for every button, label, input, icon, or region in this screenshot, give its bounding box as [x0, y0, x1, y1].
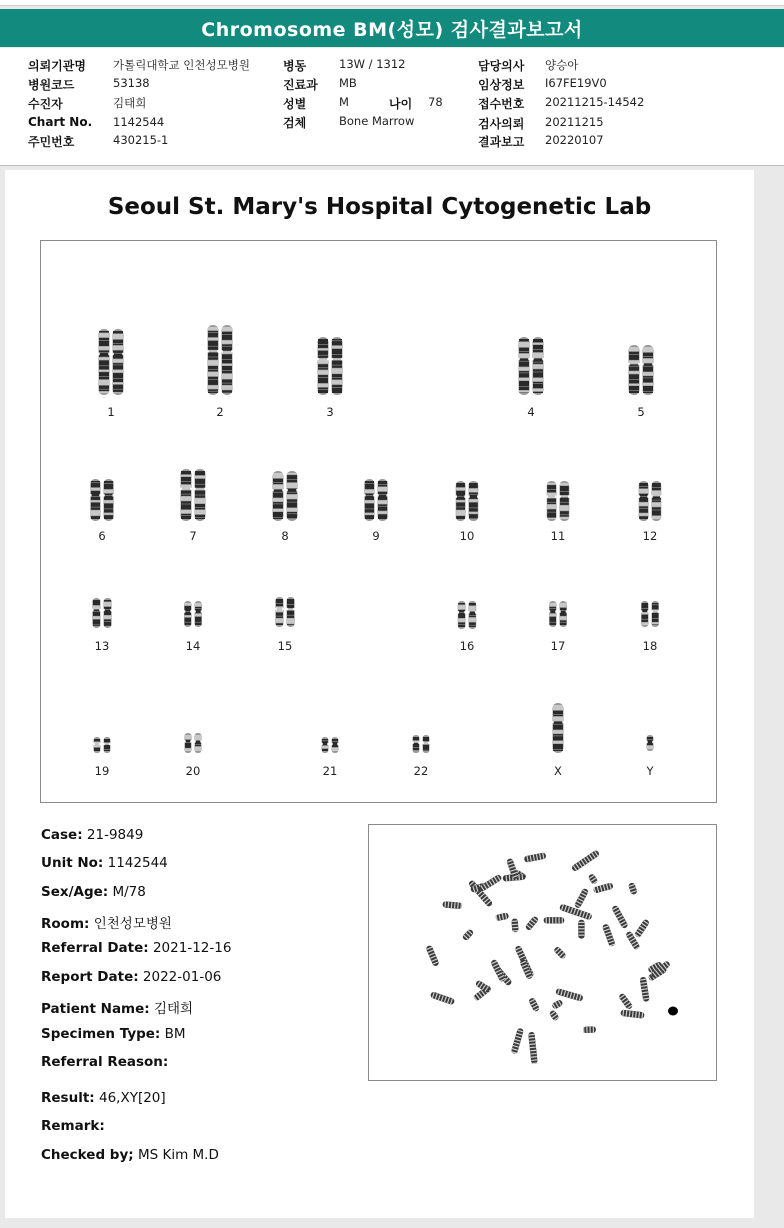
chromosome-3 [310, 337, 350, 419]
patient-value: 김태희 [113, 96, 147, 110]
chromosome-label: 15 [277, 639, 293, 653]
chromosome-label: 4 [527, 405, 535, 419]
chromosome-pair-icon [91, 329, 131, 395]
chromosome-label: 9 [372, 529, 380, 543]
clinical-info-label: 임상정보 [478, 78, 525, 92]
chromosome-label: 21 [322, 764, 338, 778]
karyotype-panel [40, 240, 717, 803]
case-line-label: Result: [41, 1090, 95, 1106]
chromosome-pair-icon [82, 479, 122, 521]
chromosome-pair-icon [265, 597, 305, 627]
chromosome-pair-icon [82, 737, 122, 753]
metaphase-image [368, 824, 717, 1081]
resident-no-value: 430215-1 [113, 133, 169, 147]
chromosome-21 [310, 737, 350, 778]
case-line [41, 1147, 219, 1163]
chromosome-pair-icon [621, 345, 661, 395]
chromosome-22 [401, 735, 441, 778]
receipt-no-label: 접수번호 [478, 97, 525, 111]
chromosome-label: 18 [642, 639, 658, 653]
chromosome-label: 22 [413, 764, 429, 778]
chromosome-16 [447, 601, 487, 653]
chromosome-pair-icon [200, 325, 240, 395]
request-date-label: 검사의뢰 [478, 117, 525, 131]
request-date-value: 20211215 [545, 115, 604, 129]
case-line [41, 1026, 186, 1042]
report-banner [0, 9, 784, 47]
case-line-value: 김태희 [149, 1001, 194, 1017]
chromosome-4 [511, 337, 551, 419]
chromosome-pair-icon [538, 703, 578, 753]
case-line [41, 1090, 166, 1106]
resident-no-label: 주민번호 [28, 135, 75, 149]
case-line [41, 997, 193, 1017]
chromosome-pair-icon [538, 601, 578, 627]
chromosome-pair-icon [310, 337, 350, 395]
specimen-value: Bone Marrow [339, 114, 415, 128]
chromosome-pair-icon [538, 481, 578, 521]
receipt-no-value: 20211215-14542 [545, 95, 645, 109]
chromosome-2 [200, 325, 240, 419]
case-line-label: Referral Date: [41, 940, 149, 956]
chromosome-pair-icon [173, 469, 213, 521]
case-line-label: Report Date: [41, 969, 139, 985]
chromosome-pair-icon [173, 733, 213, 753]
case-line-label: Specimen Type: [41, 1026, 161, 1042]
case-line-label: Checked by; [41, 1147, 134, 1163]
chromosome-pair-icon [447, 601, 487, 629]
chromosome-label: 1 [107, 405, 115, 419]
top-edge [0, 0, 784, 6]
chromosome-label: 5 [637, 405, 645, 419]
chromosome-19 [82, 737, 122, 778]
chromosome-18 [630, 601, 670, 653]
doctor-value: 양승아 [545, 58, 579, 72]
chart-no-label: Chart No. [28, 115, 93, 129]
case-line-label: Patient Name: [41, 1001, 150, 1017]
case-line-label: Room: [41, 916, 90, 932]
case-line [41, 912, 172, 932]
case-line-label: Sex/Age: [41, 884, 109, 900]
case-line-label: Unit No: [41, 855, 104, 871]
chromosome-1 [91, 329, 131, 419]
chromosome-label: 6 [98, 529, 106, 543]
chromosome-17 [538, 601, 578, 653]
chromosome-15 [265, 597, 305, 653]
chromosome-6 [82, 479, 122, 543]
case-line-value: BM [160, 1026, 186, 1042]
lab-title: Seoul St. Mary's Hospital Cytogenetic Lab [107, 194, 652, 220]
chromosome-label: 12 [642, 529, 658, 543]
age-label: 나이 [389, 97, 413, 111]
chromosome-label: 3 [326, 405, 334, 419]
chromosome-label: 19 [94, 764, 110, 778]
chart-no-value: 1142544 [113, 115, 165, 129]
specimen-label: 검체 [283, 116, 307, 130]
chromosome-7 [173, 469, 213, 543]
chromosome-11 [538, 481, 578, 543]
chromosome-label: 7 [189, 529, 197, 543]
case-line-label: Remark: [41, 1118, 105, 1134]
sex-value: M [339, 95, 349, 109]
chromosome-pair-icon [511, 337, 551, 395]
chromosome-label: 8 [281, 529, 289, 543]
case-line-value: 21-9849 [82, 827, 144, 843]
chromosome-9 [356, 479, 396, 543]
chromosome-14 [173, 601, 213, 653]
institution-label: 의뢰기관명 [28, 59, 86, 73]
age-value: 78 [428, 95, 443, 109]
chromosome-label: 11 [550, 529, 566, 543]
department-value: MB [339, 76, 357, 90]
case-line [41, 884, 146, 900]
metaphase-spread-icon [369, 825, 716, 1080]
case-line [41, 1054, 168, 1070]
chromosome-pair-icon [356, 479, 396, 521]
chromosome-13 [82, 598, 122, 653]
chromosome-pair-icon [630, 481, 670, 521]
case-line-value: 인천성모병원 [89, 916, 172, 932]
case-line-value: MS Kim M.D [133, 1147, 219, 1163]
chromosome-x [538, 703, 578, 778]
case-line-label: Case: [41, 827, 83, 843]
report-title: Chromosome BM(성모) 검사결과보고서 [201, 18, 583, 41]
hospital-code-value: 53138 [113, 76, 150, 90]
case-line [41, 969, 221, 985]
chromosome-label: X [554, 764, 562, 778]
chromosome-pair-icon [82, 598, 122, 628]
case-line [41, 940, 231, 956]
chromosome-pair-icon [630, 601, 670, 627]
chromosome-label: 16 [459, 639, 475, 653]
case-line-value: 2022-01-06 [138, 969, 222, 985]
case-line [41, 855, 168, 871]
chromosome-12 [630, 481, 670, 543]
report-sheet [5, 170, 754, 1218]
patient-info-panel [0, 48, 784, 166]
chromosome-label: 10 [459, 529, 475, 543]
chromosome-pair-icon [447, 481, 487, 521]
chromosome-5 [621, 345, 661, 419]
doctor-label: 담당의사 [478, 59, 525, 73]
chromosome-y [630, 735, 670, 778]
chromosome-20 [173, 733, 213, 778]
chromosome-label: 20 [185, 764, 201, 778]
chromosome-label: 2 [216, 405, 224, 419]
case-line [41, 827, 143, 843]
patient-label: 수진자 [28, 97, 63, 111]
chromosome-pair-icon [265, 471, 305, 521]
hospital-code-label: 병원코드 [28, 78, 75, 92]
department-label: 진료과 [283, 78, 318, 92]
sex-label: 성별 [283, 97, 307, 111]
chromosome-pair-icon [401, 735, 441, 753]
case-line-value: 2021-12-16 [148, 940, 232, 956]
chromosome-10 [447, 481, 487, 543]
chromosome-pair-icon [630, 735, 670, 751]
chromosome-pair-icon [310, 737, 350, 753]
result-date-value: 20220107 [545, 133, 604, 147]
chromosome-label: 14 [185, 639, 201, 653]
case-line [41, 1118, 105, 1134]
result-date-label: 결과보고 [478, 135, 525, 149]
institution-value: 가톨릭대학교 인천성모병원 [113, 58, 250, 72]
chromosome-label: 17 [550, 639, 566, 653]
case-line-value: 1142544 [103, 855, 168, 871]
case-line-value: M/78 [108, 884, 146, 900]
chromosome-8 [265, 471, 305, 543]
ward-label: 병동 [283, 59, 307, 73]
case-line-value: 46,XY[20] [94, 1090, 166, 1106]
chromosome-label: Y [646, 764, 654, 778]
chromosome-pair-icon [173, 601, 213, 627]
chromosome-label: 13 [94, 639, 110, 653]
ward-value: 13W / 1312 [339, 57, 406, 71]
case-line-label: Referral Reason: [41, 1054, 169, 1070]
clinical-info-value: I67FE19V0 [545, 76, 607, 90]
